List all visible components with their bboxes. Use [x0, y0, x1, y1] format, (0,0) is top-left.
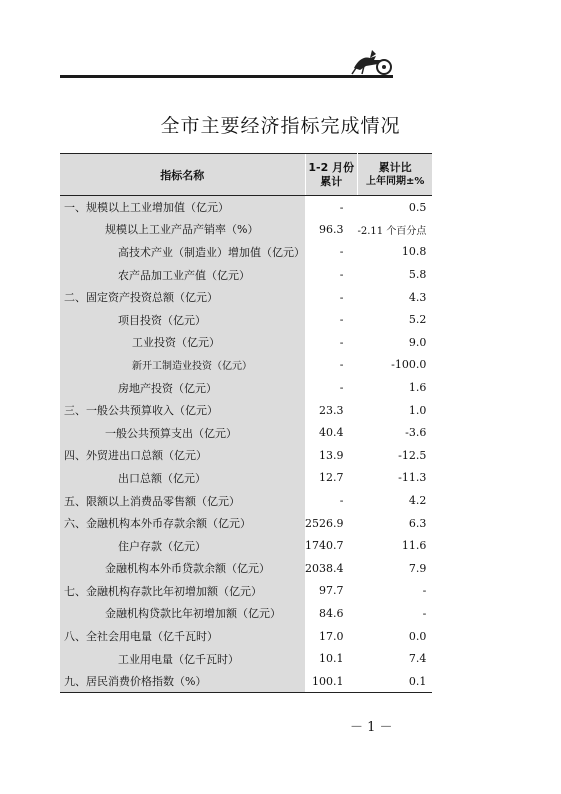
table-row [60, 602, 432, 625]
table-row [60, 444, 432, 467]
indicator-value: - [305, 241, 358, 264]
table-row [60, 196, 432, 219]
indicator-value: 84.6 [305, 602, 358, 625]
indicator-value: 17.0 [305, 625, 358, 648]
indicator-name: 五、限额以上消费品零售额（亿元） [60, 489, 305, 512]
indicator-value: - [305, 376, 358, 399]
header-growth: 累计比 上年同期±% [358, 154, 433, 196]
page-title: 全市主要经济指标完成情况 [160, 115, 401, 137]
indicator-value: 23.3 [305, 399, 358, 422]
indicator-growth: 6.3 [358, 512, 433, 535]
indicator-value: 12.7 [305, 467, 358, 490]
indicator-growth: -2.11 个百分点 [358, 218, 433, 241]
table-row [60, 331, 432, 354]
indicator-growth: -100.0 [358, 354, 433, 377]
indicator-growth: 0.5 [358, 196, 433, 219]
indicator-value: 100.1 [305, 670, 358, 693]
indicator-growth: - [358, 602, 433, 625]
indicator-growth: 5.2 [358, 308, 433, 331]
indicator-growth: 7.9 [358, 557, 433, 580]
indicator-growth: 4.3 [358, 286, 433, 309]
table-row [60, 308, 432, 331]
indicator-growth: -12.5 [358, 444, 433, 467]
indicator-growth: 1.0 [358, 399, 433, 422]
indicator-value: - [305, 489, 358, 512]
indicator-growth: 0.1 [358, 670, 433, 693]
indicator-name: 住户存款（亿元） [60, 534, 305, 557]
table-row [60, 421, 432, 444]
indicator-value: 2526.9 [305, 512, 358, 535]
indicator-name: 三、一般公共预算收入（亿元） [60, 399, 305, 422]
indicator-name: 七、金融机构存款比年初增加额（亿元） [60, 580, 305, 603]
indicator-name: 金融机构本外币贷款余额（亿元） [60, 557, 305, 580]
table-row [60, 625, 432, 648]
indicator-name: 规模以上工业产品产销率（%） [60, 218, 305, 241]
indicator-name: 项目投资（亿元） [60, 308, 305, 331]
indicator-growth: 1.6 [358, 376, 433, 399]
indicator-name: 一般公共预算支出（亿元） [60, 421, 305, 444]
indicator-name: 二、固定资产投资总额（亿元） [60, 286, 305, 309]
table-row [60, 286, 432, 309]
table-header-row [60, 154, 432, 196]
indicator-growth: -11.3 [358, 467, 433, 490]
indicator-value: - [305, 263, 358, 286]
indicator-name: 四、外贸进出口总额（亿元） [60, 444, 305, 467]
indicator-name: 农产品加工业产值（亿元） [60, 263, 305, 286]
indicator-growth: 10.8 [358, 241, 433, 264]
table-row [60, 376, 432, 399]
indicator-name: 九、居民消费价格指数（%） [60, 670, 305, 693]
indicator-value: - [305, 331, 358, 354]
page-number: － 1 － [350, 720, 393, 735]
indicator-value: 13.9 [305, 444, 358, 467]
table-row [60, 534, 432, 557]
indicator-value: 1740.7 [305, 534, 358, 557]
indicator-growth: 0.0 [358, 625, 433, 648]
indicator-name: 一、规模以上工业增加值（亿元） [60, 196, 305, 219]
indicator-growth: - [358, 580, 433, 603]
indicator-name: 出口总额（亿元） [60, 467, 305, 490]
header-rule [60, 75, 393, 78]
table-row [60, 241, 432, 264]
indicator-value: 10.1 [305, 647, 358, 670]
table-row [60, 512, 432, 535]
indicator-value: 40.4 [305, 421, 358, 444]
indicator-name: 工业用电量（亿千瓦时） [60, 647, 305, 670]
indicator-name: 工业投资（亿元） [60, 331, 305, 354]
table-row [60, 647, 432, 670]
indicator-name: 房地产投资（亿元） [60, 376, 305, 399]
table-row [60, 218, 432, 241]
header-value: 1-2 月份 累计 [305, 154, 358, 196]
indicator-growth: 5.8 [358, 263, 433, 286]
indicator-value: 2038.4 [305, 557, 358, 580]
indicator-growth: 9.0 [358, 331, 433, 354]
table-row [60, 580, 432, 603]
indicator-growth: 7.4 [358, 647, 433, 670]
table-row [60, 467, 432, 490]
table-row [60, 557, 432, 580]
indicator-name: 六、金融机构本外币存款余额（亿元） [60, 512, 305, 535]
carriage-logo-icon [350, 46, 396, 76]
indicator-value: 97.7 [305, 580, 358, 603]
indicator-name: 八、全社会用电量（亿千瓦时） [60, 625, 305, 648]
indicator-name: 金融机构贷款比年初增加额（亿元） [60, 602, 305, 625]
table-row [60, 399, 432, 422]
table-row [60, 670, 432, 693]
indicator-growth: 11.6 [358, 534, 433, 557]
indicator-value: 96.3 [305, 218, 358, 241]
indicator-growth: 4.2 [358, 489, 433, 512]
table-row [60, 489, 432, 512]
table-row [60, 354, 432, 377]
indicator-value: - [305, 354, 358, 377]
indicator-name: 新开工制造业投资（亿元） [60, 354, 305, 377]
indicator-value: - [305, 286, 358, 309]
indicator-table [60, 153, 432, 693]
indicator-growth: -3.6 [358, 421, 433, 444]
indicator-value: - [305, 308, 358, 331]
indicator-value: - [305, 196, 358, 219]
indicator-name: 高技术产业（制造业）增加值（亿元） [60, 241, 305, 264]
table-row [60, 263, 432, 286]
header-indicator-name: 指标名称 [60, 154, 305, 196]
